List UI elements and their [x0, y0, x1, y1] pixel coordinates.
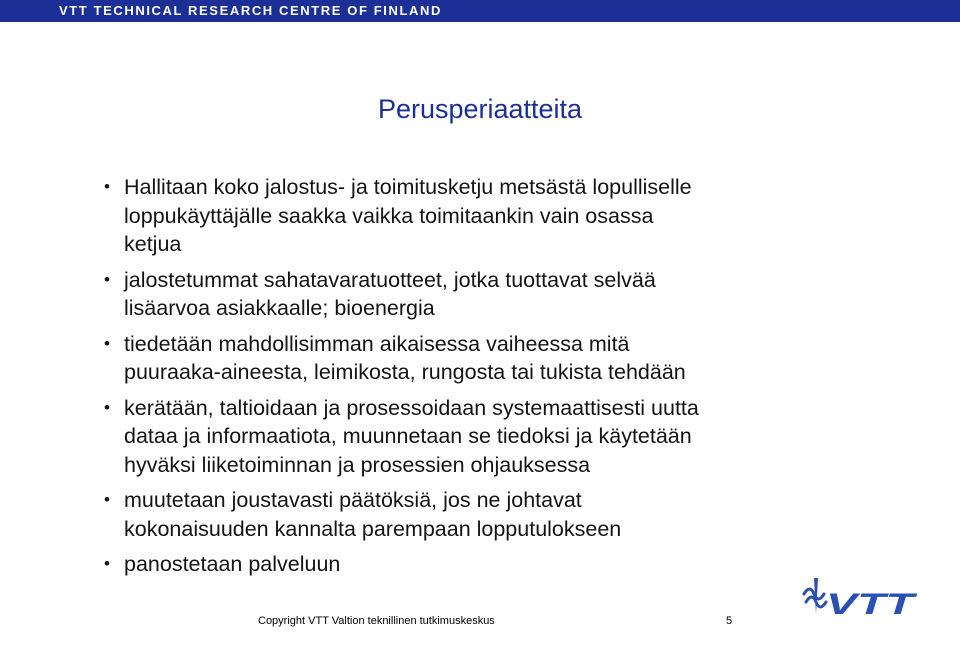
bullet-icon: • [104, 554, 110, 573]
bullet-list [104, 173, 924, 586]
bullet-item [104, 330, 924, 387]
bullet-text: muutetaan joustavasti päätöksiä, jos ne johtavat kokonaisuuden kannalta parempaan lopputulokseen [124, 488, 622, 541]
header-bar [0, 0, 960, 22]
bullet-icon: • [104, 269, 110, 289]
bullet-text: tiedetään mahdollisimman aikaisessa vaiheessa mitä puuraaka-aineesta, leimikosta, rungosta tai tukista tehdään [124, 331, 686, 384]
bullet-icon: • [104, 177, 110, 196]
bullet-text: panostetaan palveluun [124, 552, 341, 576]
bullet-text: kerätään, taltioidaan ja prosessoidaan systemaattisesti uutta dataa ja informaatiota, muunnetaan se tiedoksi ja käytetään hyväksi liiketoiminnan ja prosessien ohjauksessa [124, 395, 699, 477]
vtt-logo [800, 574, 918, 620]
logo-text: VTT [826, 588, 918, 620]
organization-name: VTT TECHNICAL RESEARCH CENTRE OF FINLAND [59, 3, 442, 18]
bullet-text: jalostetummat sahatavaratuotteet, jotka tuottavat selvää lisäarvoa asiakkaalle; bioenergia [124, 267, 656, 320]
slide-title: Perusperiaatteita [377, 94, 583, 124]
copyright-text: Copyright VTT Valtion teknillinen tutkimuskeskus [258, 615, 495, 627]
bullet-item [104, 173, 924, 259]
bullet-item [104, 266, 924, 323]
page-number: 5 [726, 615, 733, 627]
bullet-item [104, 486, 924, 543]
bullet-icon: • [104, 397, 110, 417]
bullet-icon: • [104, 490, 110, 509]
bullet-text: Hallitaan koko jalostus- ja toimitusketju metsästä lopulliselle loppukäyttäjälle saakka vaikka toimitaankin vain osassa ketjua [124, 175, 692, 256]
bullet-item [104, 394, 924, 480]
bullet-icon: • [104, 333, 110, 353]
